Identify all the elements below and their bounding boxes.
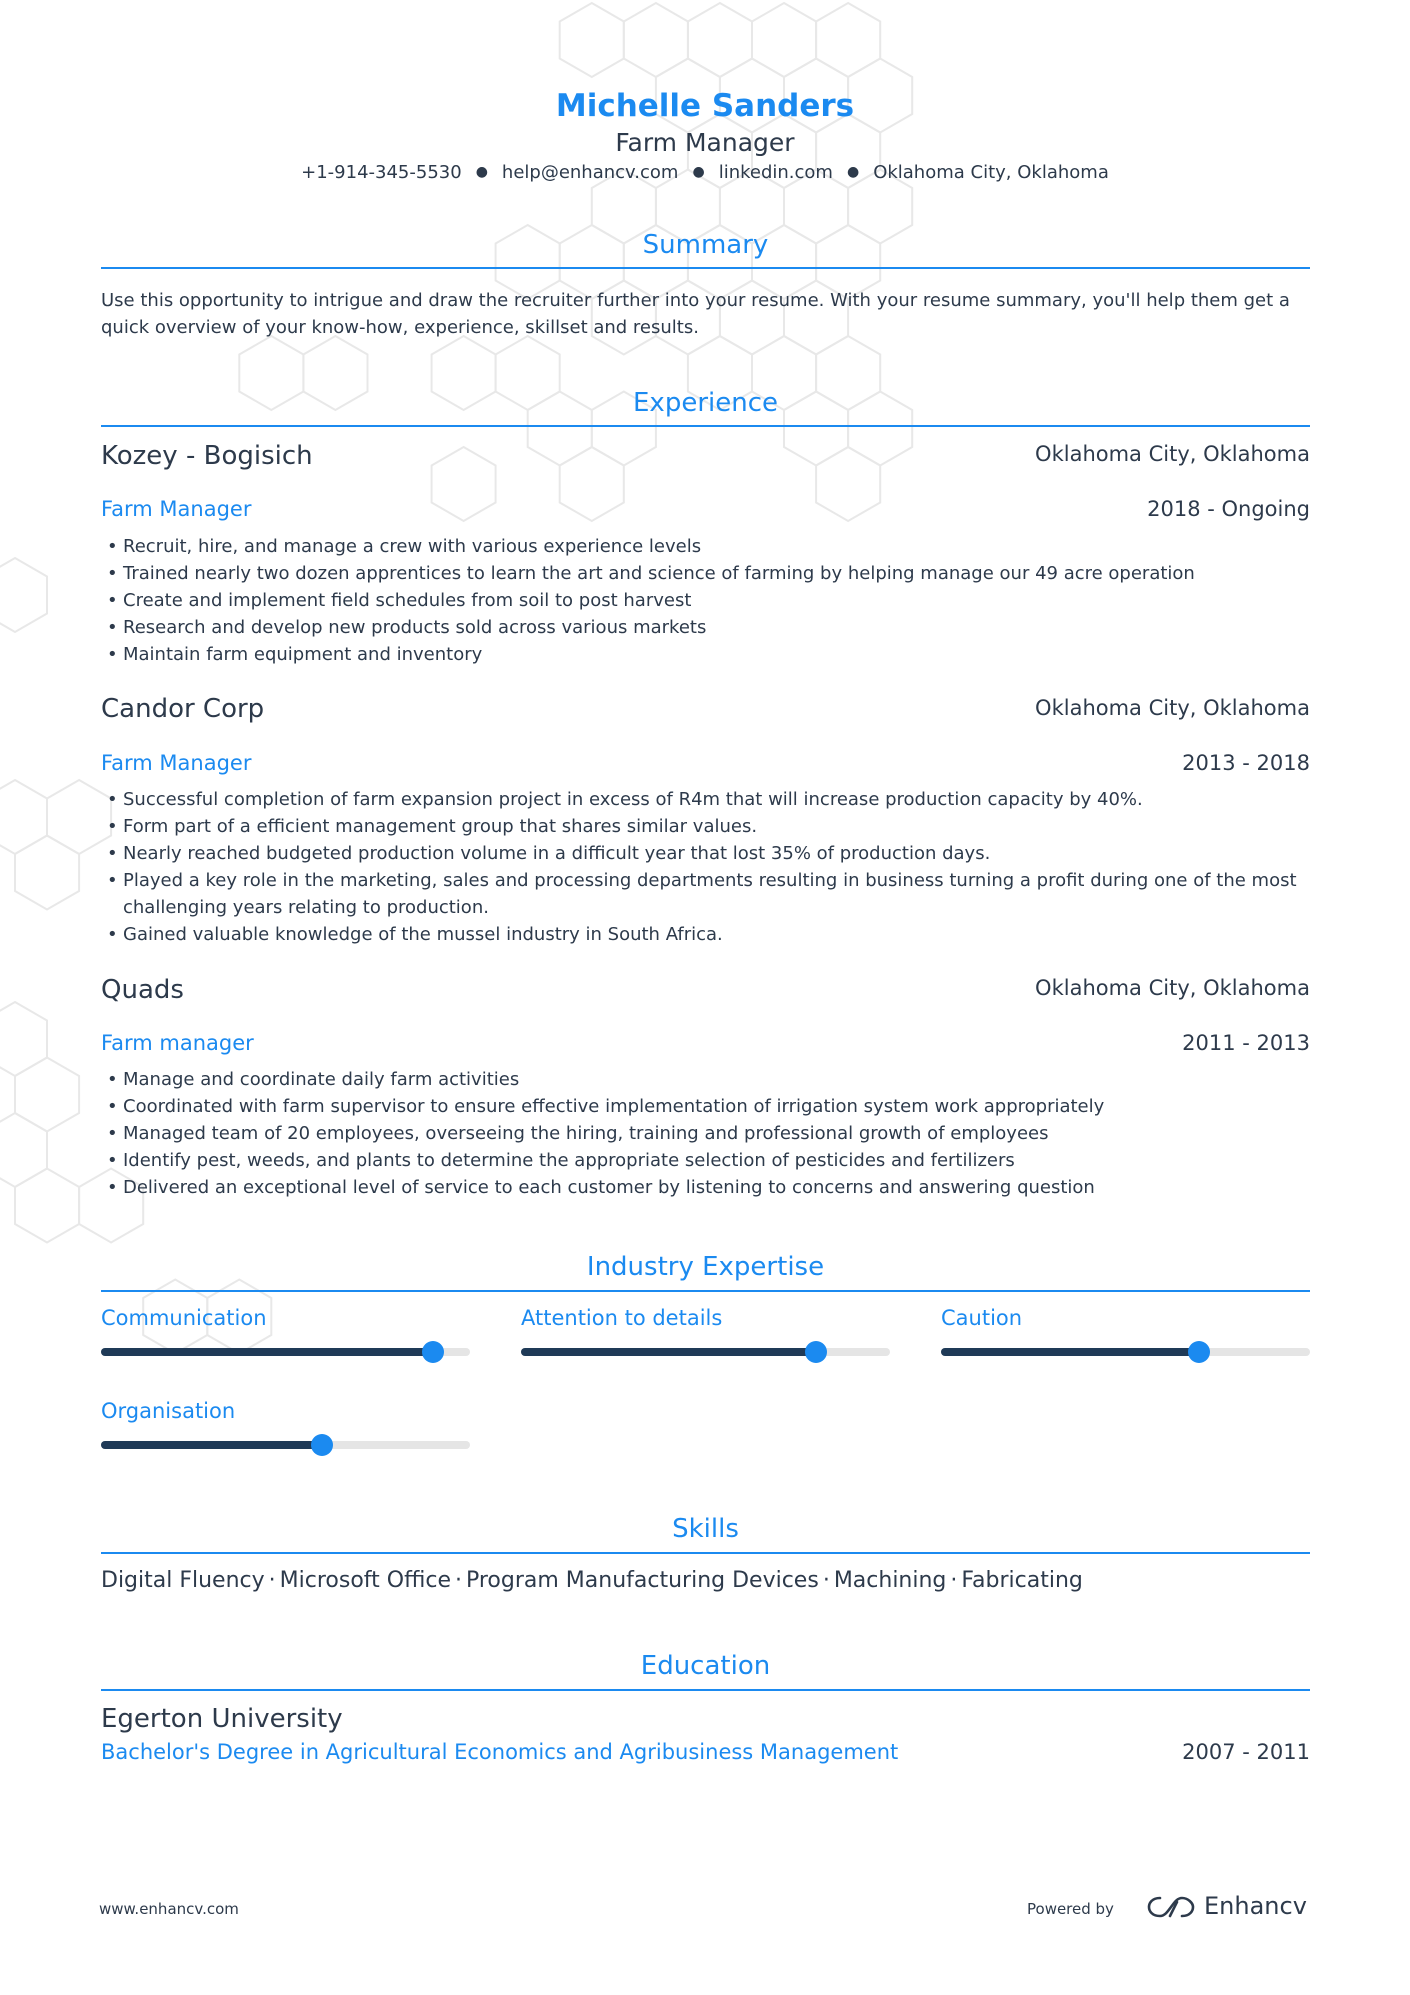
expertise-bar-knob [422, 1341, 444, 1363]
separator-dot: ● [692, 164, 705, 180]
phone[interactable]: +1-914-345-5530 [301, 162, 462, 183]
skills-list [101, 1568, 1083, 1593]
expertise-divider [101, 1290, 1310, 1292]
experience-heading: Experience [633, 388, 778, 418]
expertise-bar-knob [311, 1434, 333, 1456]
list-item: • Form part of a efficient management group that shares similar values. [101, 813, 1310, 840]
skills-divider [101, 1552, 1310, 1554]
expertise-bar-fill [101, 1441, 322, 1449]
expertise-bar [101, 1441, 470, 1449]
job-title: Farm Manager [101, 751, 252, 775]
education-heading: Education [640, 1651, 771, 1681]
skill-separator: · [822, 1568, 830, 1593]
expertise-bar-fill [101, 1348, 433, 1356]
list-item: • Successful completion of farm expansion project in excess of R4m that will increase production capacity by 40%. [101, 786, 1310, 813]
expertise-bar [941, 1348, 1310, 1356]
summary-divider [101, 267, 1310, 269]
summary-text: Use this opportunity to intrigue and draw the recruiter further into your resume. With your resume summary, you'll help them get a quick overview of your know-how, experience, skillset and results. [101, 290, 1290, 338]
list-item: • Identify pest, weeds, and plants to determine the appropriate selection of pesticides and fertilizers [101, 1147, 1310, 1174]
candidate-title: Farm Manager [615, 128, 795, 157]
company-name: Candor Corp [101, 694, 265, 724]
separator-dot: ● [475, 164, 488, 180]
job-location: Oklahoma City, Oklahoma [1035, 696, 1310, 720]
expertise-bar [521, 1348, 890, 1356]
list-item: • Coordinated with farm supervisor to ensure effective implementation of irrigation system work appropriately [101, 1093, 1310, 1120]
job-dates: 2018 - Ongoing [1147, 497, 1310, 521]
skills-heading: Skills [672, 1514, 739, 1544]
job-location: Oklahoma City, Oklahoma [1035, 976, 1310, 1000]
location: Oklahoma City, Oklahoma [873, 162, 1109, 183]
experience-divider [101, 425, 1310, 427]
list-item: • Managed team of 20 employees, overseeing the hiring, training and professional growth of employees [101, 1120, 1310, 1147]
candidate-name: Michelle Sanders [555, 88, 855, 124]
job-bullets [101, 533, 1310, 668]
expertise-bar-knob [1188, 1341, 1210, 1363]
expertise-bar [101, 1348, 470, 1356]
skill-separator: · [454, 1568, 462, 1593]
linkedin-link[interactable]: linkedin.com [718, 162, 833, 183]
job-bullets [101, 1066, 1310, 1201]
expertise-bar-fill [521, 1348, 816, 1356]
expertise-heading: Industry Expertise [586, 1252, 825, 1282]
separator-dot: ● [846, 164, 860, 180]
skill-separator: · [950, 1568, 958, 1593]
list-item: • Research and develop new products sold across various markets [101, 614, 1310, 641]
brand-name: Enhancv [1204, 1892, 1307, 1920]
list-item: • Nearly reached budgeted production volume in a difficult year that lost 35% of production days. [101, 840, 1310, 867]
list-item: • Recruit, hire, and manage a crew with various experience levels [101, 533, 1310, 560]
footer-website-link[interactable]: www.enhancv.com [99, 1900, 239, 1918]
list-item: • Manage and coordinate daily farm activities [101, 1066, 1310, 1093]
powered-by-label: Powered by [1027, 1900, 1114, 1918]
company-name: Kozey - Bogisich [101, 441, 313, 471]
list-item: • Played a key role in the marketing, sales and processing departments resulting in business turning a profit during one of the most challenging years relating to production. [101, 867, 1310, 921]
expertise-label: Caution [941, 1306, 1023, 1330]
education-divider [101, 1689, 1310, 1691]
skill-item: Digital Fluency [101, 1568, 265, 1593]
job-bullets [101, 786, 1310, 948]
company-name: Quads [101, 975, 184, 1005]
expertise-label: Organisation [101, 1399, 236, 1423]
list-item: • Trained nearly two dozen apprentices to learn the art and science of farming by helping manage our 49 acre operation [101, 560, 1310, 587]
expertise-bar-fill [941, 1348, 1199, 1356]
skill-item: Program Manufacturing Devices [465, 1568, 819, 1593]
expertise-label: Communication [101, 1306, 267, 1330]
list-item: • Create and implement field schedules from soil to post harvest [101, 587, 1310, 614]
skill-separator: · [268, 1568, 276, 1593]
summary-heading: Summary [642, 230, 769, 260]
skill-item: Microsoft Office [279, 1568, 451, 1593]
education-dates: 2007 - 2011 [1182, 1740, 1310, 1764]
school-name: Egerton University [101, 1704, 343, 1734]
email[interactable]: help@enhancv.com [501, 162, 679, 183]
enhancv-logo-icon [1146, 1894, 1196, 1920]
skill-item: Fabricating [961, 1568, 1083, 1593]
job-location: Oklahoma City, Oklahoma [1035, 442, 1310, 466]
job-title: Farm Manager [101, 497, 252, 521]
skill-item: Machining [833, 1568, 947, 1593]
job-title: Farm manager [101, 1031, 254, 1055]
list-item: • Maintain farm equipment and inventory [101, 641, 1310, 668]
enhancv-logo[interactable] [1146, 1892, 1306, 1924]
expertise-bar-knob [805, 1341, 827, 1363]
contact-line [0, 162, 1410, 183]
expertise-label: Attention to details [521, 1306, 723, 1330]
job-dates: 2011 - 2013 [1182, 1031, 1310, 1055]
list-item: • Delivered an exceptional level of service to each customer by listening to concerns and answering question [101, 1174, 1310, 1201]
job-dates: 2013 - 2018 [1182, 751, 1310, 775]
list-item: • Gained valuable knowledge of the mussel industry in South Africa. [101, 921, 1310, 948]
degree: Bachelor's Degree in Agricultural Economics and Agribusiness Management [101, 1740, 899, 1764]
